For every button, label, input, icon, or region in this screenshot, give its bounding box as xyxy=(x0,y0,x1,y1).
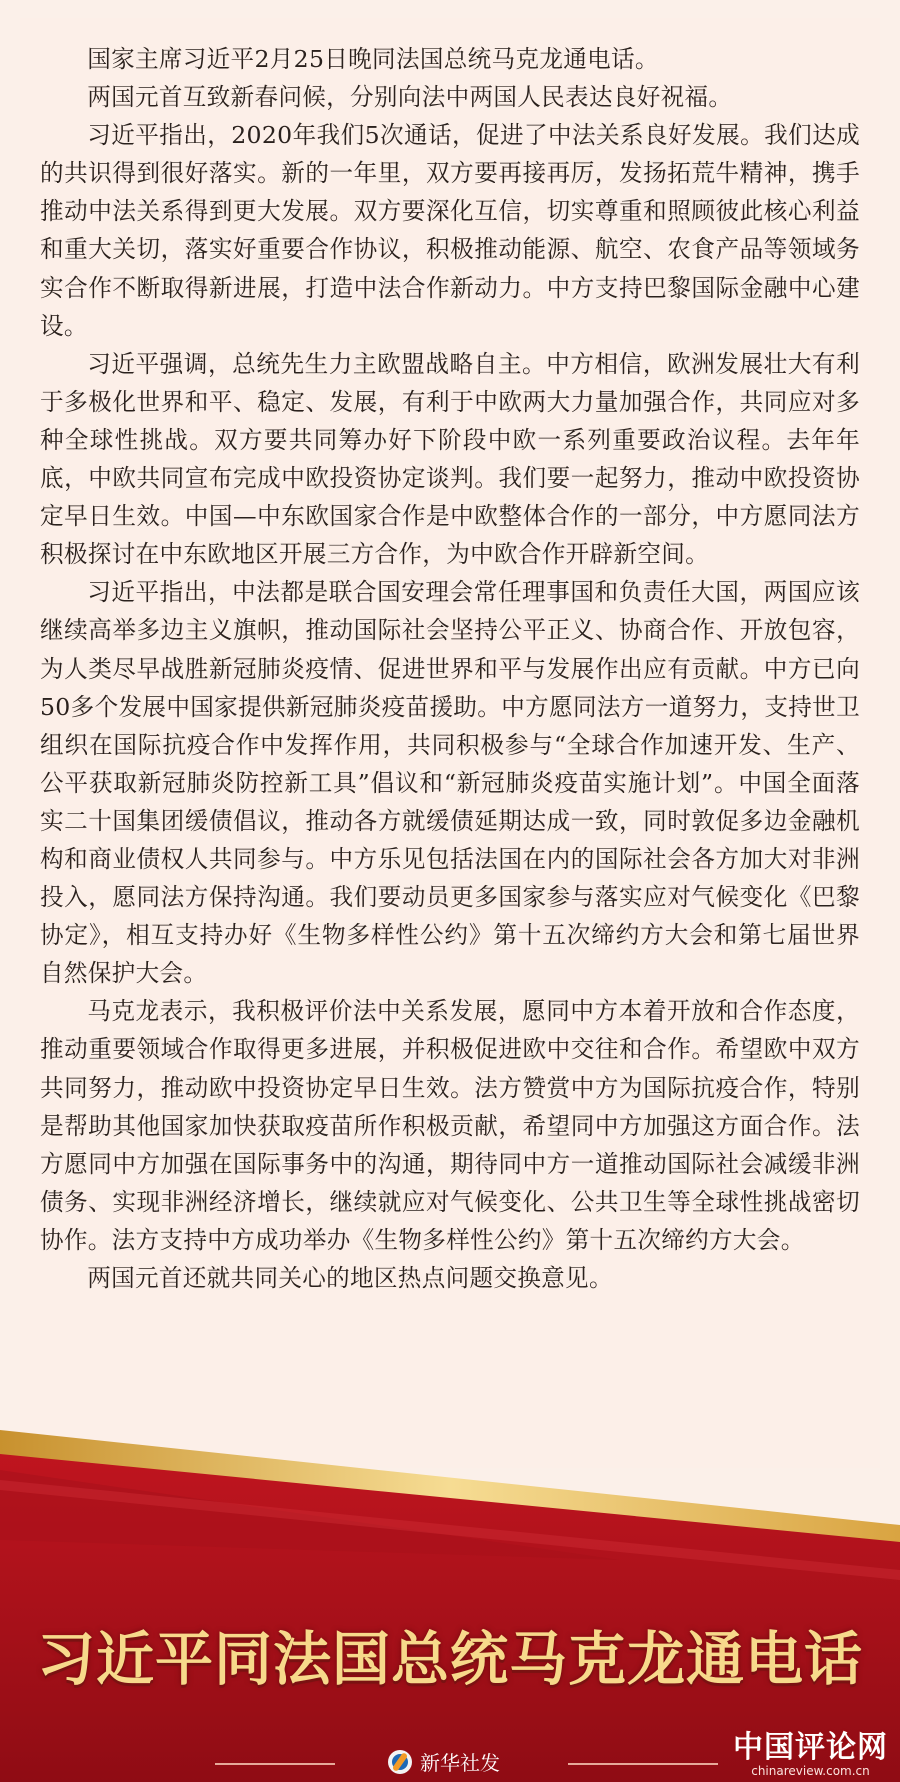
article-paragraph: 习近平指出，2020年我们5次通话，促进了中法关系良好发展。我们达成的共识得到很好落实。新的一年里，双方要再接再厉，发扬拓荒牛精神，携手推动中法关系得到更大发展。双方要深化互信，切实尊重和照顾彼此核心利益和重大关切，落实好重要合作协议，积极推动能源、航空、农食产品等领域务实合作不断取得新进展，打造中法合作新动力。中方支持巴黎国际金融中心建设。 xyxy=(40,121,860,340)
article-paragraph: 国家主席习近平2月25日晚同法国总统马克龙通电话。 xyxy=(87,45,659,73)
article-body xyxy=(40,40,860,1297)
source-credit xyxy=(388,1747,500,1776)
watermark xyxy=(733,1722,888,1778)
article-paragraph: 习近平指出，中法都是联合国安理会常任理事国和负责任大国，两国应该继续高举多边主义旗帜，推动国际社会坚持公平正义、协商合作、开放包容，为人类尽早战胜新冠肺炎疫情、促进世界和平与发展作出应有贡献。中方已向50多个发展中国家提供新冠肺炎疫苗援助。中方愿同法方一道努力，支持世卫组织在国际抗疫合作中发挥作用，共同积极参与“全球合作加速开发、生产、公平获取新冠肺炎防控新工具”倡议和“新冠肺炎疫苗实施计划”。中国全面落实二十国集团缓债倡议，推动各方就缓债延期达成一致，同时敦促多边金融机构和商业债权人共同参与。中方乐见包括法国在内的国际社会各方加大对非洲投入，愿同法方保持沟通。我们要动员更多国家参与落实应对气候变化《巴黎协定》，相互支持办好《生物多样性公约》第十五次缔约方大会和第七届世界自然保护大会。 xyxy=(40,578,860,988)
watermark-name: 中国评论网 xyxy=(733,1730,888,1765)
xinhua-logo-icon xyxy=(388,1750,412,1774)
article-paragraph: 两国元首还就共同关心的地区热点问题交换意见。 xyxy=(87,1264,613,1292)
credit-label: 新华社发 xyxy=(420,1751,500,1775)
watermark-url: chinareview.com.cn xyxy=(751,1764,870,1778)
article-paragraph: 两国元首互致新春问候，分别向法中两国人民表达良好祝福。 xyxy=(87,83,733,112)
article-paragraph: 习近平强调，总统先生力主欧盟战略自主。中方相信，欧洲发展壮大有利于多极化世界和平、稳定、发展，有利于中欧两大力量加强合作，共同应对多种全球性挑战。双方要共同筹办好下阶段中欧一系列重要政治议程。去年年底，中欧共同宣布完成中欧投资协定谈判。我们要一起努力，推动中欧投资协定早日生效。中国—中东欧国家合作是中欧整体合作的一部分，中方愿同法方积极探讨在中东欧地区开展三方合作，为中欧合作开辟新空间。 xyxy=(40,349,860,569)
footer-divider-right xyxy=(568,1763,718,1765)
footer-divider-left xyxy=(215,1763,335,1765)
article-paragraph: 马克龙表示，我积极评价法中关系发展，愿同中方本着开放和合作态度，推动重要领域合作取得更多进展，并积极促进欧中交往和合作。希望欧中双方共同努力，推动欧中投资协定早日生效。法方赞赏中方为国际抗疫合作，特别是帮助其他国家加快获取疫苗所作积极贡献，希望同中方加强这方面合作。法方愿同中方加强在国际事务中的沟通，期待同中方一道推动国际社会减缓非洲债务、实现非洲经济增长，继续就应对气候变化、公共卫生等全球性挑战密切协作。法方支持中方成功举办《生物多样性公约》第十五次缔约方大会。 xyxy=(40,997,860,1254)
headline-title: 习近平同法国总统马克龙通电话 xyxy=(36,1625,863,1693)
